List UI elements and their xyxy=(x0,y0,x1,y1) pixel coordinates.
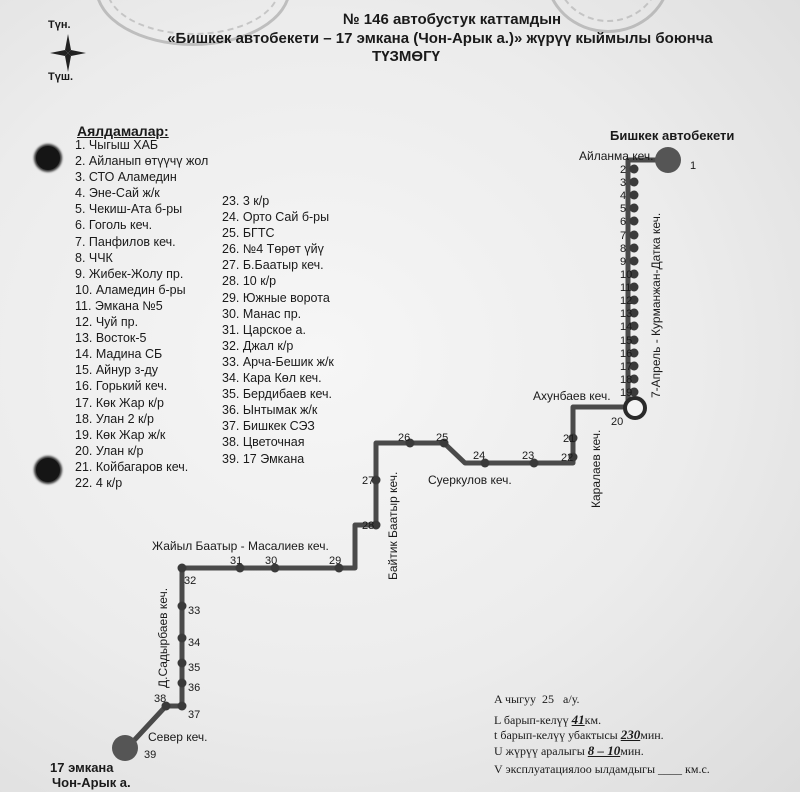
street-karalaev: Каралаев кеч. xyxy=(589,429,603,508)
stop-marker xyxy=(178,602,187,611)
terminus-end-marker xyxy=(112,735,138,761)
stop-list-item: 24. Орто Сай б-ры xyxy=(222,210,330,225)
stops-list-title: Аялдамалар: xyxy=(77,123,169,139)
stop-list-item: 10. Аламедин б-ры xyxy=(75,282,186,297)
stop-number-label: 28 xyxy=(362,520,375,532)
stop-marker xyxy=(630,191,639,200)
street-akhunbaev: Ахунбаев кеч. xyxy=(533,389,611,403)
stop-list-item: 28. 10 к/р xyxy=(222,274,277,289)
stop-number-label: 3 xyxy=(620,177,627,189)
stop-list-item: 16. Горький кеч. xyxy=(75,379,168,394)
stop-number-label: 20 xyxy=(611,416,624,428)
stop-marker xyxy=(630,244,639,253)
stop-list-item: 31. Царское а. xyxy=(222,322,306,337)
stop-list-item: 11. Эмкана №5 xyxy=(75,298,163,313)
compass-north-label: Түн. xyxy=(48,19,71,31)
stop-number-label: 16 xyxy=(620,348,633,360)
stop-marker xyxy=(630,165,639,174)
stop-list-item: 34. Кара Көл кеч. xyxy=(222,371,322,386)
stop-number-label: 25 xyxy=(436,432,449,444)
stop-number-label: 17 xyxy=(620,361,633,373)
street-zhaiyl-baatyr: Жайыл Баатыр - Масалиев кеч. xyxy=(152,539,329,553)
stop-number-label: 8 xyxy=(620,243,627,255)
stop-list-item: 14. Мадина СБ xyxy=(75,347,163,362)
info-departures: A чыгуу 25 а/у. xyxy=(494,692,580,706)
stop-marker xyxy=(630,204,639,213)
stop-marker xyxy=(630,217,639,226)
street-ailanma: Айланма кеч. xyxy=(579,149,654,163)
stop-list-item: 17. Көк Жар к/р xyxy=(75,395,164,410)
stop-list-item: 9. Жибек-Жолу пр. xyxy=(75,266,184,281)
stop-marker xyxy=(178,564,187,573)
stop-number-label: 36 xyxy=(188,682,201,694)
stop-number-label: 10 xyxy=(620,269,633,281)
stop-number-label: 2 xyxy=(620,164,627,176)
stop-number-label: 35 xyxy=(188,662,201,674)
street-baitik-baatyr: Байтик Баатыр кеч. xyxy=(386,471,400,580)
stop-list-item: 1. Чыгыш ХАБ xyxy=(75,138,159,152)
stop-list-item: 19. Көк Жар ж/к xyxy=(75,427,166,442)
stop-number-label: 19 xyxy=(620,387,633,399)
info-operating-speed: V эксплуатациялоо ылдамдыгы ____ км.с. xyxy=(494,762,710,776)
title-line-1: № 146 автобустук каттамдын xyxy=(342,11,562,28)
stop-list-item: 33. Арча-Бешик ж/к xyxy=(222,354,334,369)
stop-number-label: 32 xyxy=(184,575,197,587)
stop-list-item: 20. Улан к/р xyxy=(75,443,144,458)
stop-number-label: 29 xyxy=(329,555,342,567)
stop-number-label: 6 xyxy=(620,216,627,228)
stop-number-label: 11 xyxy=(620,282,632,294)
street-sadyrbaev: Д.Садырбаев кеч. xyxy=(156,587,170,688)
stop-number-label: 24 xyxy=(473,450,486,462)
stop-number-label: 1 xyxy=(690,160,697,172)
stop-number-label: 14 xyxy=(620,321,633,333)
stop-marker xyxy=(178,634,187,643)
stop-list-item: 36. Ынтымак ж/к xyxy=(222,403,318,418)
transfer-ring-marker xyxy=(625,398,645,418)
stop-number-label: 39 xyxy=(144,749,157,761)
stop-list-item: 3. СТО Аламедин xyxy=(75,170,177,185)
info-interval: U жүрүү аралыгы 8 – 10мин. xyxy=(494,743,644,758)
stop-number-label: 18 xyxy=(620,374,633,386)
stop-number-label: 34 xyxy=(188,637,201,649)
stop-list-item: 18. Улан 2 к/р xyxy=(75,411,154,426)
stop-marker xyxy=(178,702,187,711)
stop-list-item: 32. Джал к/р xyxy=(222,338,294,353)
stop-list-item: 2. Айланып өтүүчү жол xyxy=(75,154,209,169)
stop-marker xyxy=(630,178,639,187)
title-line-2: «Бишкек автобекети – 17 эмкана (Чон-Арык а.)» жүрүү кыймылы боюнча xyxy=(167,30,713,47)
stop-list-item: 26. №4 Төрөт үйү xyxy=(222,242,324,257)
stop-list-item: 8. ЧЧК xyxy=(75,250,113,265)
terminus-start-marker xyxy=(655,147,681,173)
stop-number-label: 38 xyxy=(154,693,167,705)
stop-number-label: 4 xyxy=(620,190,627,202)
stop-number-label: 15 xyxy=(620,335,633,347)
stop-number-label: 22 xyxy=(561,452,574,464)
stop-list-item: 37. Бишкек СЭЗ xyxy=(222,419,315,434)
stop-number-label: 13 xyxy=(620,308,633,320)
stop-marker xyxy=(630,257,639,266)
stop-list-item: 12. Чуй пр. xyxy=(75,315,139,330)
stop-marker xyxy=(630,231,639,240)
compass-south-label: Түш. xyxy=(48,71,74,83)
stop-list-item: 4. Эне-Сай ж/к xyxy=(75,186,160,201)
stop-number-label: 26 xyxy=(398,432,411,444)
stop-number-label: 33 xyxy=(188,605,201,617)
stop-number-label: 5 xyxy=(620,203,627,215)
stop-list-item: 27. Б.Баатыр кеч. xyxy=(222,258,324,273)
stop-number-label: 27 xyxy=(362,475,375,487)
terminus-start-label: Бишкек автобекети xyxy=(610,128,735,143)
stop-list-item: 39. 17 Эмкана xyxy=(222,451,305,466)
route-line xyxy=(127,160,668,748)
stop-list-item: 5. Чекиш-Ата б-ры xyxy=(75,202,183,217)
stop-number-label: 37 xyxy=(188,709,201,721)
stop-list-item: 29. Южные ворота xyxy=(222,290,330,305)
info-round-trip-time: t барып-келүү убактысы 230мин. xyxy=(494,727,664,742)
stop-number-label: 12 xyxy=(620,295,633,307)
stop-list-item: 6. Гоголь кеч. xyxy=(75,218,153,233)
stop-list-item: 22. 4 к/р xyxy=(75,475,123,490)
terminus-end-label-1: 17 эмкана xyxy=(50,760,114,775)
stop-list-item: 21. Койбагаров кеч. xyxy=(75,459,189,474)
stop-marker xyxy=(178,659,187,668)
stop-list-item: 23. 3 к/р xyxy=(222,194,270,208)
stop-number-label: 31 xyxy=(230,555,243,567)
stop-list-item: 38. Цветочная xyxy=(222,435,305,450)
stop-list-item: 15. Айнур з-ду xyxy=(75,363,159,378)
street-sever: Север кеч. xyxy=(148,730,208,744)
terminus-end-label-2: Чон-Арык а. xyxy=(52,775,131,790)
stop-list-item: 25. БГТС xyxy=(222,226,275,241)
info-round-trip-length: L барып-келүү 41км. xyxy=(494,712,602,727)
stop-marker xyxy=(178,679,187,688)
stop-number-label: 21 xyxy=(563,433,576,445)
street-suerkulov: Суеркулов кеч. xyxy=(428,473,512,487)
stop-number-label: 7 xyxy=(620,230,627,242)
stop-list-item: 7. Панфилов кеч. xyxy=(75,234,176,249)
title-line-3: ТҮЗМӨГҮ xyxy=(372,48,440,65)
stop-number-label: 30 xyxy=(265,555,278,567)
stop-list-item: 13. Восток-5 xyxy=(75,331,147,346)
street-7-april: 7-Апрель - Курманжан-Датка кеч. xyxy=(649,212,663,398)
stop-number-label: 23 xyxy=(522,450,535,462)
stop-list-item: 35. Бердибаев кеч. xyxy=(222,387,332,402)
stop-number-label: 9 xyxy=(620,256,627,268)
stop-list-item: 30. Манас пр. xyxy=(222,306,302,321)
